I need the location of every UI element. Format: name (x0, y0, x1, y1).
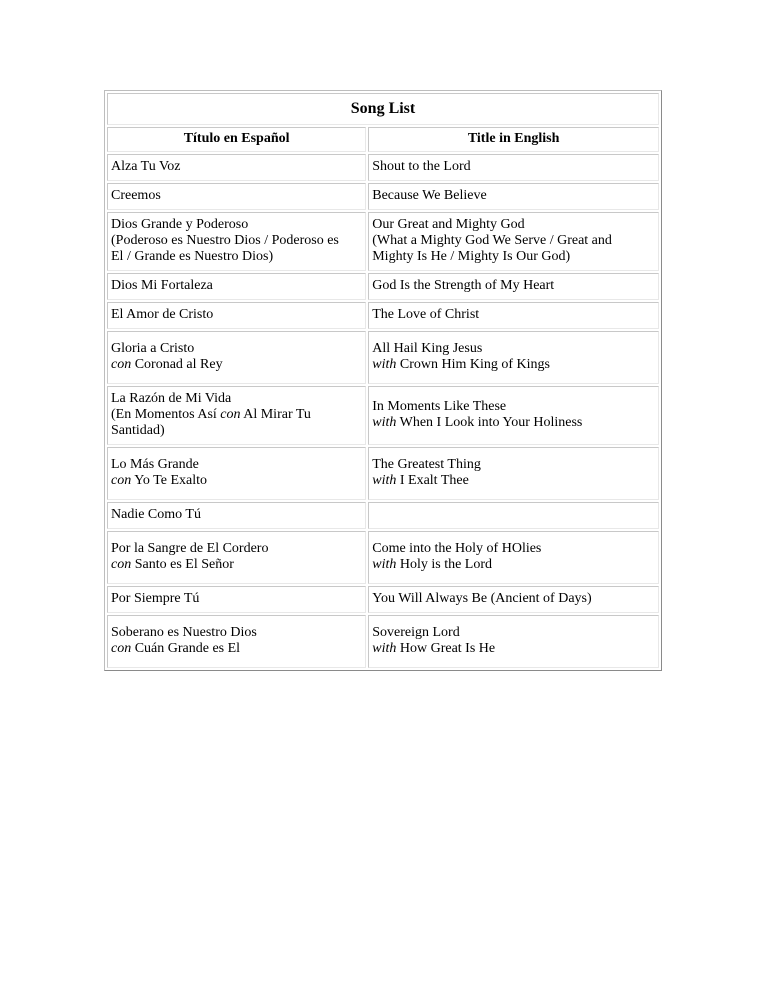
table-row (107, 154, 659, 181)
english-title-cell (368, 154, 659, 181)
spanish-title-cell (107, 586, 366, 613)
title-line: God Is the Strength of My Heart (372, 278, 555, 293)
table-row (107, 615, 659, 668)
medley-connector: con (111, 357, 132, 372)
table-row (107, 447, 659, 500)
table-row (107, 531, 659, 584)
title-line: Creemos (111, 188, 161, 203)
english-title-cell (368, 183, 659, 210)
english-title-cell (368, 386, 659, 445)
title-line: with Holy is the Lord (372, 557, 493, 572)
table-row (107, 212, 659, 271)
title-line: Sovereign Lord (372, 625, 460, 640)
title-line: La Razón de Mi Vida (111, 391, 232, 406)
english-title-cell (368, 273, 659, 300)
table-row (107, 273, 659, 300)
title-line: The Greatest Thing (372, 457, 481, 472)
medley-connector: with (372, 357, 397, 372)
medley-connector: con (111, 473, 132, 488)
title-line: Alza Tu Voz (111, 159, 181, 174)
title-line: Por Siempre Tú (111, 591, 200, 606)
title-line: El Amor de Cristo (111, 307, 214, 322)
spanish-title-cell (107, 447, 366, 500)
title-line: con Coronad al Rey (111, 357, 223, 372)
title-line: with When I Look into Your Holiness (372, 415, 583, 430)
spanish-title-cell (107, 615, 366, 668)
title-line: con Santo es El Señor (111, 557, 234, 572)
english-title-cell (368, 212, 659, 271)
title-line: Because We Believe (372, 188, 487, 203)
title-line: Shout to the Lord (372, 159, 471, 174)
table-caption: Song List (107, 93, 659, 125)
spanish-title-cell (107, 212, 366, 271)
spanish-title-cell (107, 302, 366, 329)
medley-connector: con (111, 641, 132, 656)
spanish-title-cell (107, 531, 366, 584)
spanish-title-cell (107, 183, 366, 210)
title-line: Santidad) (111, 423, 165, 438)
spanish-title-cell (107, 386, 366, 445)
header-spanish-title: Título en Español (107, 127, 366, 152)
english-title-cell (368, 586, 659, 613)
title-line: Our Great and Mighty God (372, 217, 525, 232)
title-line: Dios Grande y Poderoso (111, 217, 249, 232)
spanish-title-cell (107, 331, 366, 384)
title-line: Lo Más Grande (111, 457, 199, 472)
spanish-title-cell (107, 502, 366, 529)
medley-connector: con (111, 557, 132, 572)
title-line: with I Exalt Thee (372, 473, 469, 488)
english-title-cell (368, 302, 659, 329)
medley-connector: with (372, 557, 397, 572)
song-list-table (104, 90, 662, 671)
english-title-cell (368, 615, 659, 668)
title-line: You Will Always Be (Ancient of Days) (372, 591, 592, 606)
english-title-cell (368, 331, 659, 384)
title-line: Gloria a Cristo (111, 341, 195, 356)
title-line: The Love of Christ (372, 307, 480, 322)
table-row (107, 183, 659, 210)
english-title-cell (368, 531, 659, 584)
title-line: El / Grande es Nuestro Dios) (111, 249, 274, 264)
title-line: Nadie Como Tú (111, 507, 201, 522)
table-row (107, 586, 659, 613)
table-row (107, 386, 659, 445)
medley-connector: con (220, 407, 241, 422)
title-line: Come into the Holy of HOlies (372, 541, 542, 556)
title-line: In Moments Like These (372, 399, 507, 414)
title-line: Por la Sangre de El Cordero (111, 541, 269, 556)
header-english-title: Title in English (368, 127, 659, 152)
english-title-cell (368, 447, 659, 500)
title-line: Dios Mi Fortaleza (111, 278, 213, 293)
title-line: All Hail King Jesus (372, 341, 483, 356)
table-row (107, 302, 659, 329)
english-title-cell (368, 502, 659, 529)
title-line: with Crown Him King of Kings (372, 357, 550, 372)
title-line: Soberano es Nuestro Dios (111, 625, 257, 640)
song-rows (107, 154, 659, 668)
title-line: Mighty Is He / Mighty Is Our God) (372, 249, 571, 264)
medley-connector: with (372, 415, 397, 430)
title-line: with How Great Is He (372, 641, 496, 656)
table-row (107, 502, 659, 529)
title-line: con Cuán Grande es El (111, 641, 241, 656)
title-line: con Yo Te Exalto (111, 473, 207, 488)
title-line: (Poderoso es Nuestro Dios / Poderoso es (111, 233, 339, 248)
table-row (107, 331, 659, 384)
medley-connector: with (372, 641, 397, 656)
title-line: (What a Mighty God We Serve / Great and (372, 233, 612, 248)
spanish-title-cell (107, 154, 366, 181)
title-line: (En Momentos Así con Al Mirar Tu (111, 407, 311, 422)
spanish-title-cell (107, 273, 366, 300)
medley-connector: with (372, 473, 397, 488)
